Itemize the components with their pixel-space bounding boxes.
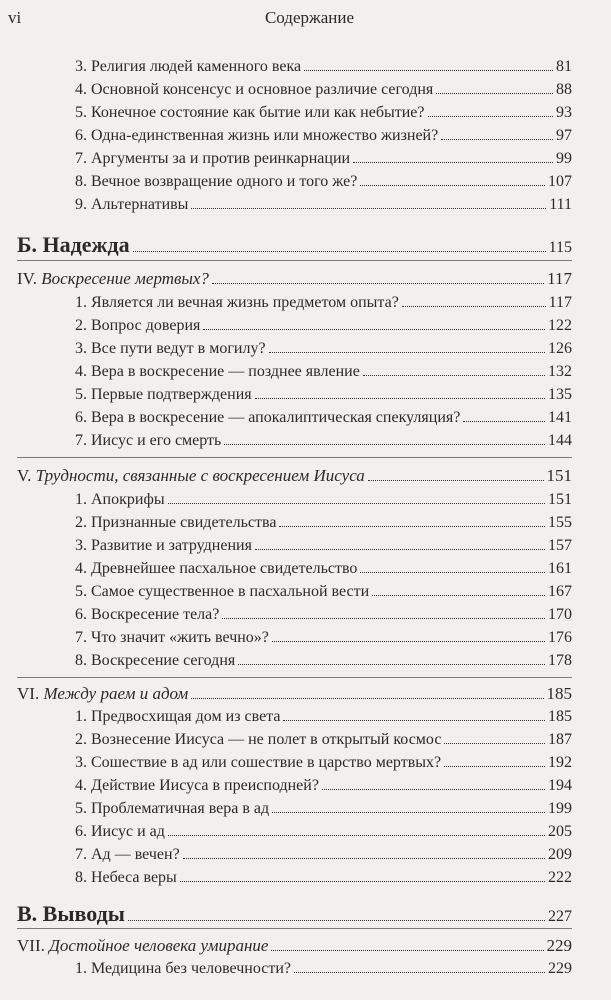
toc-item-title: 4. Вера в воскресение — позднее явление [75,363,360,380]
toc-item-page: 161 [548,560,572,577]
toc-item-title: 7. Что значит «жить вечно»? [75,629,269,646]
toc-item [75,363,572,381]
toc-item [75,560,572,578]
toc-item-title: 7. Ад — вечен? [75,846,180,863]
toc-item [75,537,572,555]
toc-item-page: 88 [556,81,572,98]
toc-item-title: 6. Одна-единственная жизнь или множество жизней? [75,127,439,144]
chapter-number: VII. [17,936,45,955]
toc-item [75,432,572,450]
toc-item [75,104,572,122]
toc-item-title: 7. Иисус и его смерть [75,432,222,449]
toc-item-page: 144 [548,432,572,449]
toc-item [75,173,572,191]
leader-dots [353,162,553,163]
leader-dots [191,208,546,209]
chapter-title: Воскресение мертвых? [41,269,209,288]
toc-part-heading [17,901,572,927]
toc-item [75,708,572,726]
leader-dots [441,139,553,140]
toc-item-title: 4. Древнейшее пасхальное свидетельство [75,560,358,577]
toc-item-title: 6. Иисус и ад [75,823,165,840]
toc-item-title: 2. Признанные свидетельства [75,514,277,531]
leader-dots [368,480,544,481]
toc-item-title: 5. Конечное состояние как бытие или как небытие? [75,104,425,121]
toc-item [75,81,572,99]
toc-item-title: 3. Сошествие в ад или сошествие в царство мертвых? [75,754,442,771]
toc-chapter [17,936,572,956]
leader-dots [183,858,545,859]
chapter-title: Трудности, связанные с воскресением Иисуса [35,466,365,485]
chapter-number: V. [17,466,32,485]
toc-item-title: 4. Действие Иисуса в преисподней? [75,777,319,794]
leader-dots [168,503,545,504]
leader-dots [224,444,545,445]
toc-chapter [17,466,572,486]
toc-item-page: 141 [548,409,572,426]
toc-part-heading [17,232,572,258]
leader-dots [463,421,545,422]
toc-item-page: 93 [556,104,572,121]
toc-item [75,58,572,76]
toc-item-title: 2. Вознесение Иисуса — не полет в открытый космос [75,731,442,748]
running-title: Содержание [264,8,355,27]
leader-dots [360,572,545,573]
toc-item-page: 126 [548,340,572,357]
part-page: 115 [548,239,572,256]
part-title: В. Выводы [17,901,125,926]
leader-dots [372,595,545,596]
toc-item-title: 1. Предвосхищая дом из света [75,708,281,725]
leader-dots [191,698,543,699]
chapter-page: 185 [546,684,572,703]
toc-item [75,869,572,887]
toc-item-title: 3. Развитие и затруднения [75,537,252,554]
toc-item-title: 8. Небеса веры [75,869,177,886]
toc-item [75,340,572,358]
toc-item-page: 111 [549,196,572,213]
toc-item [75,800,572,818]
toc-item [75,960,572,978]
toc-item-title: 5. Первые подтверждения [75,386,252,403]
toc-item-title: 2. Вопрос доверия [75,317,201,334]
chapter-page: 151 [546,466,572,485]
toc-item-page: 199 [548,800,572,817]
toc-item-page: 99 [556,150,572,167]
section-divider [17,260,572,261]
toc-item-title: 3. Религия людей каменного века [75,58,302,75]
toc-item-page: 97 [556,127,572,144]
toc-item-page: 222 [548,869,572,886]
chapter-page: 117 [547,269,572,288]
toc-item-title: 1. Апокрифы [75,491,165,508]
chapter-title: Между раем и адом [43,684,189,703]
toc-item [75,409,572,427]
toc-item-page: 107 [548,173,572,190]
leader-dots [222,618,545,619]
toc-item-page: 209 [548,846,572,863]
toc-item-page: 192 [548,754,572,771]
toc-item-page: 151 [548,491,572,508]
leader-dots [436,93,553,94]
toc-item [75,754,572,772]
toc-item [75,731,572,749]
toc-item [75,629,572,647]
section-divider [17,677,572,678]
toc-item-title: 8. Воскресение сегодня [75,652,236,669]
toc-item-page: 229 [548,960,572,977]
leader-dots [444,766,545,767]
leader-dots [133,251,546,252]
page-header [8,8,611,32]
leader-dots [180,881,545,882]
leader-dots [128,920,545,921]
toc-chapter [17,269,572,289]
toc-item-page: 155 [548,514,572,531]
toc-item-page: 176 [548,629,572,646]
toc-item-title: 6. Воскресение тела? [75,606,220,623]
toc-item-page: 185 [548,708,572,725]
leader-dots [444,743,545,744]
leader-dots [255,549,545,550]
toc-item [75,127,572,145]
part-page: 227 [548,908,572,925]
toc-item [75,823,572,841]
chapter-title: Достойное человека умирание [49,936,269,955]
toc-item-title: 1. Медицина без человечности? [75,960,292,977]
leader-dots [279,526,545,527]
toc-item [75,583,572,601]
chapter-page: 229 [546,936,572,955]
toc-item-title: 5. Проблематичная вера в ад [75,800,270,817]
toc-item [75,846,572,864]
leader-dots [294,972,545,973]
leader-dots [269,352,545,353]
toc-item [75,150,572,168]
leader-dots [428,116,554,117]
leader-dots [168,835,545,836]
leader-dots [203,329,545,330]
leader-dots [402,306,546,307]
section-divider [17,928,572,929]
toc-item-title: 4. Основной консенсус и основное различие сегодня [75,81,434,98]
toc-item-page: 81 [556,58,572,75]
leader-dots [238,664,545,665]
toc-item-title: 6. Вера в воскресение — апокалиптическая спекуляция? [75,409,461,426]
toc-item-page: 122 [548,317,572,334]
toc-item-title: 1. Является ли вечная жизнь предметом опыта? [75,294,399,311]
toc-item [75,294,572,312]
toc-item-title: 5. Самое существенное в пасхальной вести [75,583,370,600]
toc-chapter [17,684,572,704]
leader-dots [283,720,545,721]
leader-dots [322,789,545,790]
toc-item [75,317,572,335]
page-number: vi [8,8,22,27]
chapter-number: IV. [17,269,37,288]
toc-item-title: 7. Аргументы за и против реинкарнации [75,150,351,167]
toc-item [75,386,572,404]
section-divider [17,457,572,458]
toc-item-page: 170 [548,606,572,623]
leader-dots [272,812,545,813]
toc-item-page: 132 [548,363,572,380]
toc-item-page: 187 [548,731,572,748]
toc-item-page: 194 [548,777,572,794]
toc-item-page: 135 [548,386,572,403]
leader-dots [363,375,545,376]
toc-item [75,777,572,795]
toc-item-page: 117 [548,294,572,311]
leader-dots [255,398,545,399]
toc-item [75,491,572,509]
toc-item [75,606,572,624]
toc-item-title: 3. Все пути ведут в могилу? [75,340,266,357]
toc-item-page: 167 [548,583,572,600]
leader-dots [360,185,545,186]
toc-item-title: 8. Вечное возвращение одного и того же? [75,173,358,190]
toc-item-page: 205 [548,823,572,840]
toc-item [75,196,572,214]
toc-item-page: 178 [548,652,572,669]
leader-dots [272,641,545,642]
leader-dots [271,950,543,951]
toc-item-page: 157 [548,537,572,554]
toc-item [75,514,572,532]
leader-dots [212,283,544,284]
chapter-number: VI. [17,684,40,703]
toc-item [75,652,572,670]
part-title: Б. Надежда [17,232,130,257]
toc-item-title: 9. Альтернативы [75,196,189,213]
leader-dots [304,70,553,71]
